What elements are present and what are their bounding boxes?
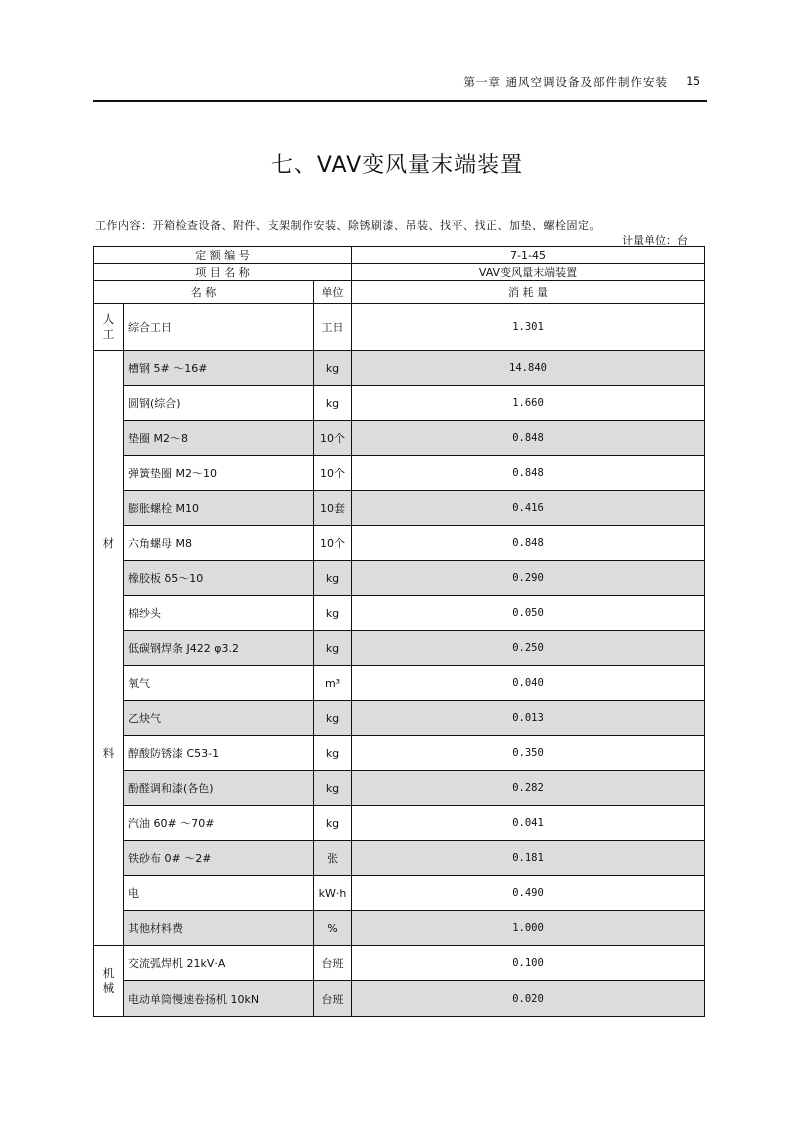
table-row bbox=[94, 351, 705, 386]
resource-unit: kg bbox=[314, 806, 352, 841]
table-row bbox=[94, 456, 705, 491]
consumption-value: 0.290 bbox=[352, 561, 705, 596]
category-label: 机械 bbox=[102, 966, 115, 995]
resource-unit: 10个 bbox=[314, 526, 352, 561]
resource-name: 弹簧垫圈 M2～10 bbox=[124, 456, 314, 491]
resource-name: 垫圈 M2～8 bbox=[124, 421, 314, 456]
consumption-value: 0.848 bbox=[352, 526, 705, 561]
header-rule bbox=[93, 100, 707, 102]
resource-name: 低碳钢焊条 J422 φ3.2 bbox=[124, 631, 314, 666]
consumption-value: 0.848 bbox=[352, 456, 705, 491]
resource-name: 橡胶板 δ5～10 bbox=[124, 561, 314, 596]
item-name-label: 项 目 名 称 bbox=[94, 264, 352, 281]
quota-number-row bbox=[94, 247, 705, 264]
resource-name: 氧气 bbox=[124, 666, 314, 701]
resource-unit: 10个 bbox=[314, 456, 352, 491]
resource-name: 铁砂布 0# ～2# bbox=[124, 841, 314, 876]
table-row bbox=[94, 386, 705, 421]
col-unit-header: 单位 bbox=[314, 281, 352, 304]
consumption-value: 1.301 bbox=[352, 304, 705, 351]
consumption-value: 14.840 bbox=[352, 351, 705, 386]
resource-unit: 工日 bbox=[314, 304, 352, 351]
item-name: VAV变风量末端装置 bbox=[352, 264, 705, 281]
section-title: 七、VAV变风量末端装置 bbox=[270, 153, 524, 178]
resource-unit: kW·h bbox=[314, 876, 352, 911]
consumption-value: 0.416 bbox=[352, 491, 705, 526]
table-row bbox=[94, 491, 705, 526]
consumption-value: 0.181 bbox=[352, 841, 705, 876]
resource-unit: kg bbox=[314, 771, 352, 806]
consumption-value: 0.250 bbox=[352, 631, 705, 666]
consumption-value: 0.490 bbox=[352, 876, 705, 911]
resource-unit: 台班 bbox=[314, 981, 352, 1017]
consumption-value: 0.041 bbox=[352, 806, 705, 841]
resource-name: 电动单筒慢速卷扬机 10kN bbox=[124, 981, 314, 1017]
running-header bbox=[0, 74, 700, 94]
resource-name: 圆钢(综合) bbox=[124, 386, 314, 421]
resource-unit: kg bbox=[314, 596, 352, 631]
col-consumption-header: 消 耗 量 bbox=[352, 281, 705, 304]
table-row bbox=[94, 911, 705, 946]
consumption-value: 0.013 bbox=[352, 701, 705, 736]
col-name-header: 名 称 bbox=[94, 281, 314, 304]
table-row bbox=[94, 981, 705, 1017]
consumption-value: 0.350 bbox=[352, 736, 705, 771]
resource-unit: m³ bbox=[314, 666, 352, 701]
consumption-value: 1.660 bbox=[352, 386, 705, 421]
page-number: 15 bbox=[686, 74, 700, 88]
resource-unit: 10个 bbox=[314, 421, 352, 456]
consumption-value: 0.100 bbox=[352, 946, 705, 981]
table-row bbox=[94, 876, 705, 911]
table-row bbox=[94, 701, 705, 736]
chapter-title: 第一章 通风空调设备及部件制作安装 bbox=[463, 75, 668, 89]
quota-table bbox=[93, 246, 705, 1017]
table-row bbox=[94, 421, 705, 456]
resource-name: 六角螺母 M8 bbox=[124, 526, 314, 561]
resource-unit: kg bbox=[314, 736, 352, 771]
table-row bbox=[94, 736, 705, 771]
table-row bbox=[94, 561, 705, 596]
resource-name: 交流弧焊机 21kV·A bbox=[124, 946, 314, 981]
resource-name: 电 bbox=[124, 876, 314, 911]
table-row bbox=[94, 841, 705, 876]
item-name-row bbox=[94, 264, 705, 281]
table-row bbox=[94, 304, 705, 351]
resource-name: 酚醛调和漆(各色) bbox=[124, 771, 314, 806]
resource-unit: kg bbox=[314, 351, 352, 386]
table-row bbox=[94, 596, 705, 631]
resource-unit: kg bbox=[314, 561, 352, 596]
resource-unit: kg bbox=[314, 701, 352, 736]
consumption-value: 0.282 bbox=[352, 771, 705, 806]
category-label: 材料 bbox=[102, 536, 115, 760]
resource-unit: kg bbox=[314, 631, 352, 666]
resource-name: 槽钢 5# ～16# bbox=[124, 351, 314, 386]
resource-unit: % bbox=[314, 911, 352, 946]
table-row bbox=[94, 631, 705, 666]
category-cell bbox=[94, 351, 124, 946]
table-row bbox=[94, 666, 705, 701]
table-row bbox=[94, 946, 705, 981]
table-row bbox=[94, 806, 705, 841]
category-cell bbox=[94, 304, 124, 351]
table-row bbox=[94, 526, 705, 561]
consumption-value: 0.848 bbox=[352, 421, 705, 456]
resource-name: 乙炔气 bbox=[124, 701, 314, 736]
work-content: 工作内容：开箱检查设备、附件、支架制作安装、除锈刷漆、吊装、找平、找正、加垫、螺栓固定。 bbox=[95, 219, 601, 232]
resource-name: 棉纱头 bbox=[124, 596, 314, 631]
table-row bbox=[94, 771, 705, 806]
category-label: 人工 bbox=[102, 312, 115, 341]
resource-name: 醇酸防锈漆 C53-1 bbox=[124, 736, 314, 771]
consumption-value: 0.050 bbox=[352, 596, 705, 631]
resource-unit: 台班 bbox=[314, 946, 352, 981]
resource-name: 综合工日 bbox=[124, 304, 314, 351]
resource-unit: 10套 bbox=[314, 491, 352, 526]
resource-unit: 张 bbox=[314, 841, 352, 876]
consumption-value: 0.020 bbox=[352, 981, 705, 1017]
measure-unit: 计量单位：台 bbox=[622, 234, 688, 247]
resource-unit: kg bbox=[314, 386, 352, 421]
resource-name: 汽油 60# ～70# bbox=[124, 806, 314, 841]
consumption-value: 1.000 bbox=[352, 911, 705, 946]
quota-number: 7-1-45 bbox=[352, 247, 705, 264]
resource-name: 膨胀螺栓 M10 bbox=[124, 491, 314, 526]
column-header-row bbox=[94, 281, 705, 304]
quota-number-label: 定 额 编 号 bbox=[94, 247, 352, 264]
consumption-value: 0.040 bbox=[352, 666, 705, 701]
category-cell bbox=[94, 946, 124, 1017]
resource-name: 其他材料费 bbox=[124, 911, 314, 946]
